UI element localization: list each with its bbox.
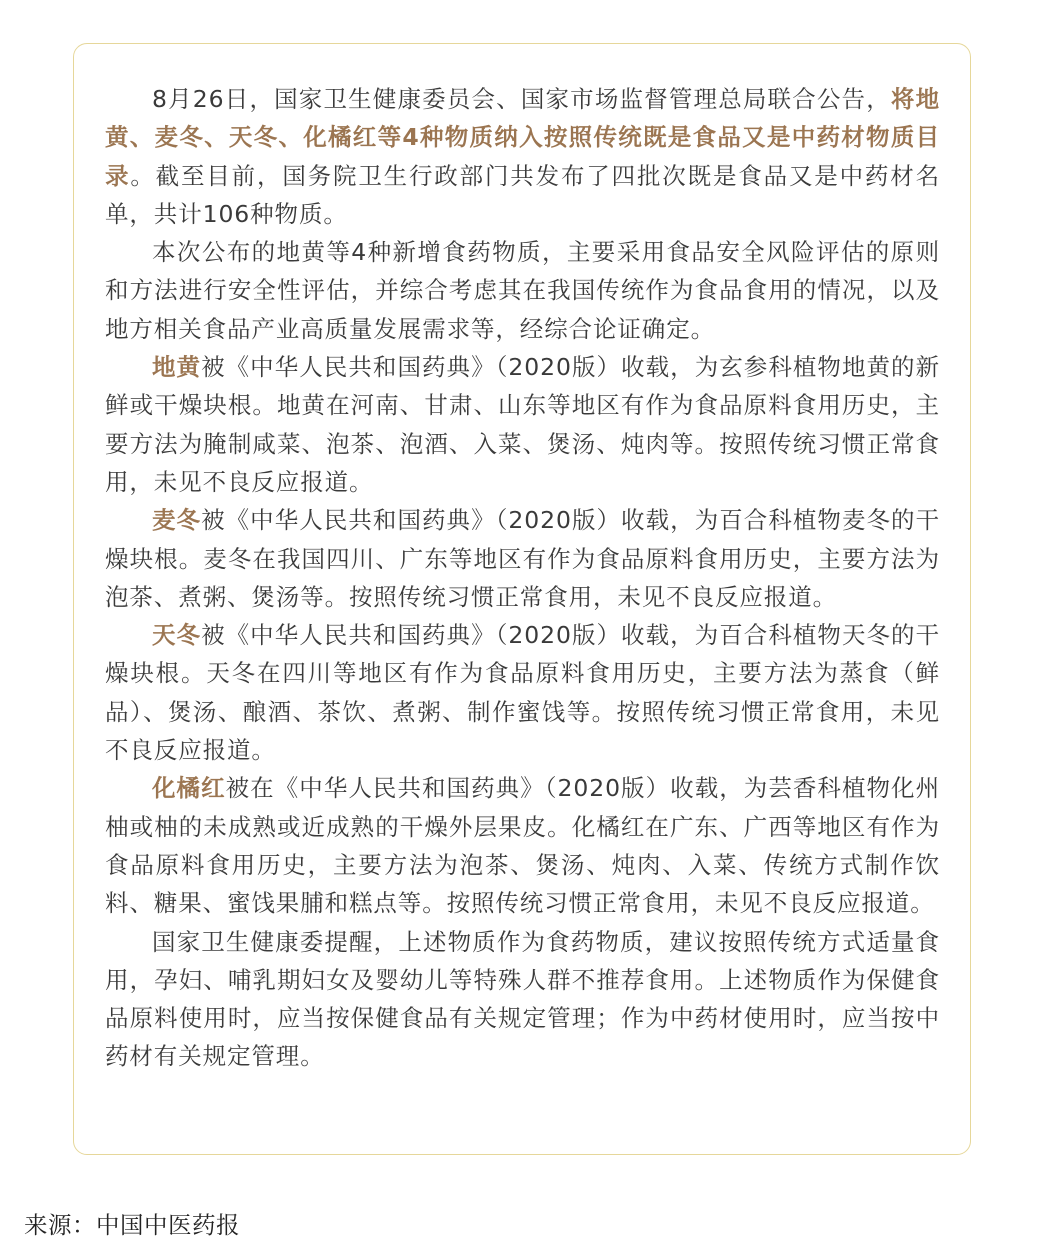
source-credit: 来源：中国中医药报: [24, 1211, 240, 1239]
maidong-text: 被《中华人民共和国药典》（2020版）收载，为百合科植物麦冬的干燥块根。麦冬在我国四川、广东等地区有作为食品原料食用历史，主要方法为泡茶、煮粥、煲汤等。按照传统习惯正常食用，未见不良反应报道。: [105, 506, 940, 611]
announcement-intro: 8月26日，国家卫生健康委员会、国家市场监督管理总局联合公告，: [152, 85, 891, 113]
announcement-summary: 。截至目前，国务院卫生行政部门共发布了四批次既是食品又是中药材名单，共计106种物质。: [105, 161, 940, 228]
huajuhong-name: 化橘红: [152, 774, 226, 803]
maidong-name: 麦冬: [152, 506, 202, 535]
huajuhong-text: 被在《中华人民共和国药典》（2020版）收载，为芸香科植物化州柚或柚的未成熟或近成熟的干燥外层果皮。化橘红在广东、广西等地区有作为食品原料食用历史，主要方法为泡茶、煲汤、炖肉、入菜、传统方式制作饮料、糖果、蜜饯果脯和糕点等。按照传统习惯正常食用，未见不良反应报道。: [105, 774, 940, 918]
tiandong-text: 被《中华人民共和国药典》（2020版）收载，为百合科植物天冬的干燥块根。天冬在四川等地区有作为食品原料食用历史，主要方法为蒸食（鲜品）、煲汤、酿酒、茶饮、煮粥、制作蜜饯等。按照传统习惯正常食用，未见不良反应报道。: [105, 621, 940, 765]
dihuang-name: 地黄: [152, 353, 202, 382]
paragraph-evaluation: 本次公布的地黄等4种新增食药物质，主要采用食品安全风险评估的原则和方法进行安全性评估，并综合考虑其在我国传统作为食品食用的情况，以及地方相关食品产业高质量发展需求等，经综合论证确定。: [105, 238, 940, 343]
paragraph-reminder: 国家卫生健康委提醒，上述物质作为食药物质，建议按照传统方式适量食用，孕妇、哺乳期妇女及婴幼儿等特殊人群不推荐食用。上述物质作为保健食品原料使用时，应当按保健食品有关规定管理；作为中药材使用时，应当按中药材有关规定管理。: [105, 927, 940, 1071]
paragraph-huajuhong: [105, 769, 940, 922]
article-card: [73, 43, 971, 1155]
paragraph-announcement: [105, 80, 940, 233]
paragraph-dihuang: [105, 348, 940, 501]
paragraph-tiandong: [105, 616, 940, 769]
announcement-highlight: 将地黄、麦冬、天冬、化橘红等4种物质纳入按照传统既是食品又是中药材物质目录: [105, 85, 940, 190]
dihuang-text: 被《中华人民共和国药典》（2020版）收载，为玄参科植物地黄的新鲜或干燥块根。地黄在河南、甘肃、山东等地区有作为食品原料食用历史，主要方法为腌制咸菜、泡茶、泡酒、入菜、煲汤、炖肉等。按照传统习惯正常食用，未见不良反应报道。: [105, 353, 940, 496]
paragraph-maidong: [105, 501, 940, 616]
tiandong-name: 天冬: [152, 621, 202, 650]
